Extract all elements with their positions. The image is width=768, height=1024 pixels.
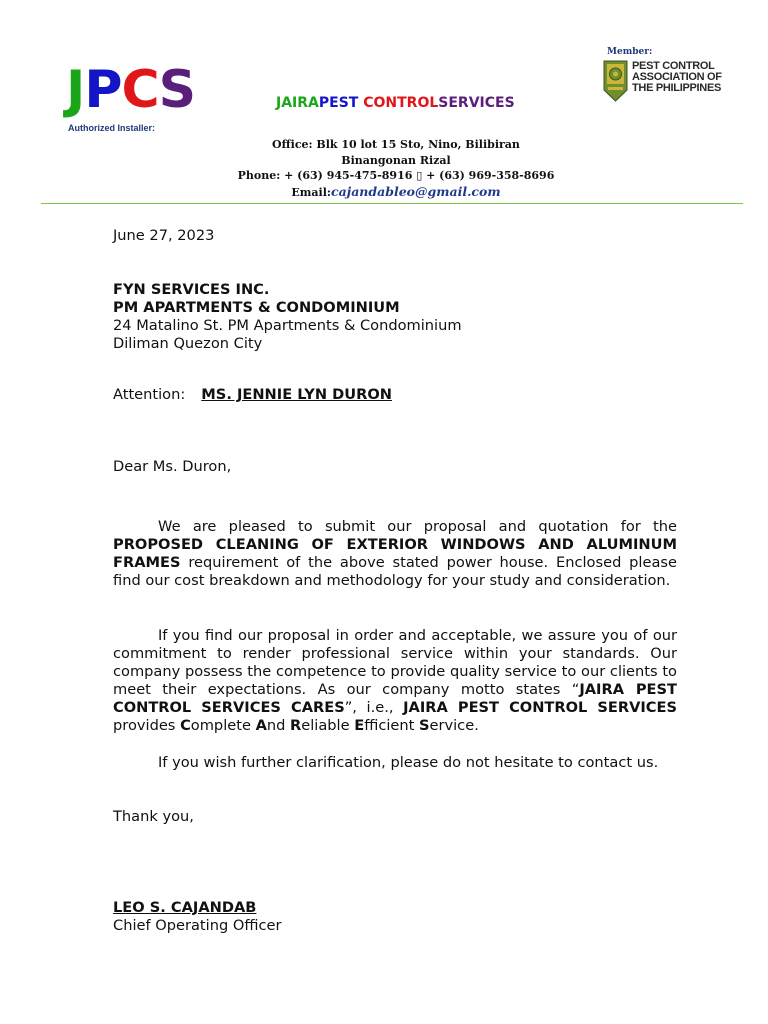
text-run: provides [113,717,181,734]
text-run: fficient [364,717,419,734]
attention-line [113,386,392,404]
text-run: eliable [301,717,355,734]
motto: JAIRA PEST CONTROL SERVICES CARES [113,681,677,716]
recipient-block [113,281,462,353]
acronym-letter: C [180,717,191,734]
signer-name: LEO S. CAJANDAB [113,899,257,916]
text-run: requirement of the above stated power house. Enclosed please find our cost breakdown and methodology for your study and consideration. [113,554,677,589]
letter-date: June 27, 2023 [113,227,215,244]
salutation: Dear Ms. Duron, [113,458,232,475]
text-run: We are pleased to submit our proposal and quotation for the [158,518,677,535]
acronym-letter: R [290,717,302,734]
logo-letter-s: S [158,60,196,120]
header-divider [41,203,743,204]
logo-letter-c: C [121,60,159,120]
paragraph-commitment [113,627,677,735]
acronym-letter: S [419,717,430,734]
company-part-pest: PEST [318,95,364,111]
text-run: If you find our proposal in order and acceptable, we assure you of our commitment to render professional service within your standards. Our company possess the competence to provide quality service to our clients to meet their expectations. As our company motto states “ [113,627,677,698]
office-address: Office: Blk 10 lot 15 Sto, Nino, Bilibiran [272,138,520,151]
recipient-address-line: Diliman Quezon City [113,335,263,352]
association-line: THE PHILIPPINES [632,82,722,94]
email-link[interactable]: cajandableo@gmail.com [330,183,501,199]
email-label: Email: [291,185,331,199]
association-line: PEST CONTROL [632,60,715,72]
closing: Thank you, [113,808,194,825]
logo-letter-j: J [66,60,85,120]
recipient-address-line: 24 Matalino St. PM Apartments & Condominium [113,317,462,334]
office-address-line2: Binangonan Rizal [341,153,451,167]
signer-title: Chief Operating Officer [113,917,282,934]
project-title: PROPOSED CLEANING OF EXTERIOR WINDOWS AND ALUMINUM FRAMES [113,536,677,571]
email-line [0,184,768,201]
signature-block [113,899,281,935]
jpcs-logo [66,58,195,122]
paragraph-clarification: If you wish further clarification, please do not hesitate to contact us. [158,754,659,771]
association-name [632,61,722,94]
text-run: nd [266,717,291,734]
recipient-company: FYN SERVICES INC. [113,281,270,298]
text-run: ervice. [429,717,479,734]
text-run: omplete [190,717,256,734]
company-name-bold: JAIRA PEST CONTROL SERVICES [403,699,677,716]
text-run: ”, i.e., [344,699,404,716]
company-part-control: CONTROL [363,95,439,111]
member-label: Member: [607,47,653,57]
phone-numbers: Phone: + (63) 945-475-8916 ▯ + (63) 969-358-8696 [237,169,555,182]
company-name [276,95,515,111]
contact-block [0,137,768,200]
company-part-jaira: JAIRA [276,95,319,111]
attention-label: Attention: [113,386,186,403]
pcap-shield-icon [603,60,628,102]
company-part-services: SERVICES [438,95,515,111]
authorized-installer-label: Authorized Installer: [68,123,156,133]
acronym-letter: A [255,717,267,734]
acronym-letter: E [354,717,365,734]
paragraph-proposal [113,518,677,590]
association-line: ASSOCIATION OF [632,71,722,83]
logo-letter-p: P [84,60,122,120]
recipient-property: PM APARTMENTS & CONDOMINIUM [113,299,400,316]
attention-name: MS. JENNIE LYN DURON [201,386,392,403]
